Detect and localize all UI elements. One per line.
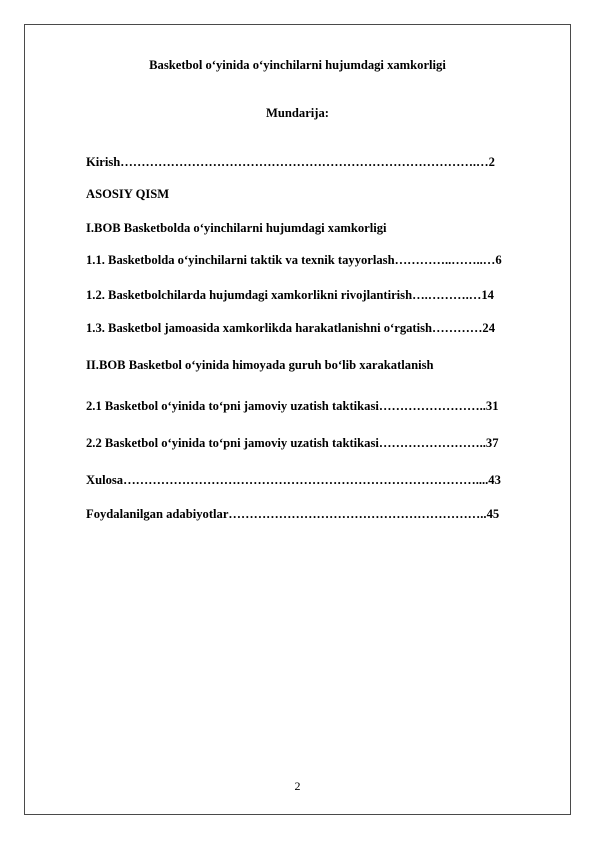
- toc-entry-bob-1: I.BOB Basketbolda o‘yinchilarni hujumdagi xamkorligi: [86, 221, 387, 235]
- toc-entry-adabiyotlar: Foydalanilgan adabiyotlar……………………………………………………..45: [86, 507, 500, 521]
- page-number: 2: [294, 779, 301, 793]
- toc-entry-xulosa: Xulosa…………………………………………………………………………....43: [86, 473, 501, 487]
- toc-entry-1-2: 1.2. Basketbolchilarda hujumdagi xamkorlikni rivojlantirish….……….…14: [86, 288, 494, 302]
- toc-entry-2-2: 2.2 Basketbol o‘yinida to‘pni jamoviy uzatish taktikasi……………………..37: [86, 436, 499, 450]
- toc-entry-bob-2: II.BOB Basketbol o‘yinida himoyada guruh bo‘lib xarakatlanish: [86, 358, 434, 372]
- document-title: Basketbol o‘yinida o‘yinchilarni hujumdagi xamkorligi: [149, 58, 446, 72]
- table-of-contents: [86, 154, 556, 534]
- toc-entry-2-1: 2.1 Basketbol o‘yinida to‘pni jamoviy uzatish taktikasi……………………..31: [86, 399, 499, 413]
- toc-entry-1-1: 1.1. Basketbolda o‘yinchilarni taktik va texnik tayyorlash…………..……..…6: [86, 253, 502, 267]
- toc-entry-kirish: Kirish………………………………………………………………………….…2: [86, 155, 495, 169]
- toc-entry-asosiy-qism: ASOSIY QISM: [86, 187, 170, 201]
- contents-heading: Mundarija:: [266, 106, 329, 120]
- toc-entry-1-3: 1.3. Basketbol jamoasida xamkorlikda harakatlanishni o‘rgatish…………24: [86, 321, 496, 335]
